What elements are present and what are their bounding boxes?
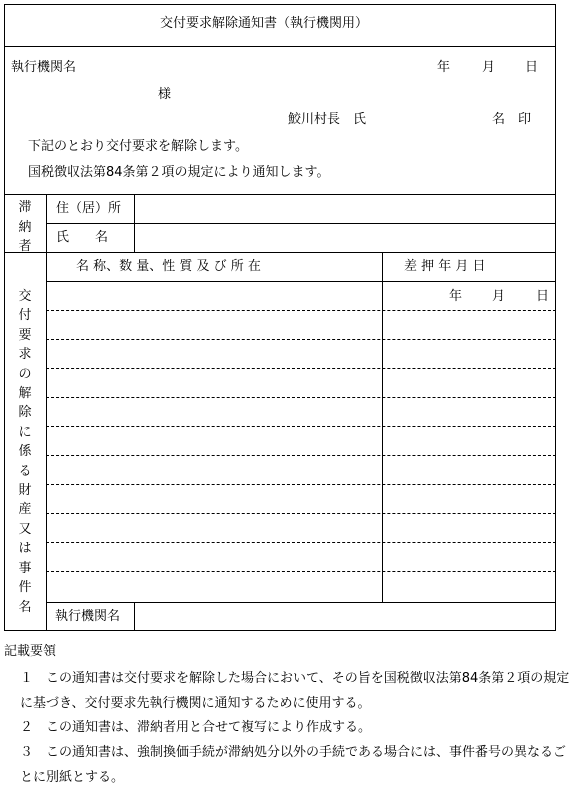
addressee-honorific: 様 <box>158 87 172 102</box>
form-frame <box>4 4 556 631</box>
property-row-line <box>46 484 556 485</box>
date-day: 日 <box>525 60 539 75</box>
property-row-line <box>46 542 556 543</box>
property-desc-header: 名 称、数 量、性 質 及 び 所 在 <box>76 259 261 274</box>
taxpayer-address-label: 住（居）所 <box>56 201 122 216</box>
title-divider <box>4 46 556 47</box>
notes-list <box>4 667 574 790</box>
property-section-label: 交付要求の解除に係る財産又は事件名 <box>18 289 32 615</box>
seizure-day: 日 <box>536 289 550 304</box>
seal-mark: 名 印 <box>492 112 532 127</box>
property-header-line <box>46 281 556 282</box>
property-row-line <box>46 368 556 369</box>
header-divider <box>4 194 556 195</box>
property-row-line <box>46 310 556 311</box>
property-row-line <box>46 339 556 340</box>
date-month: 月 <box>482 60 496 75</box>
note-item: １ この通知書は交付要求を解除した場合において、その旨を国税徴収法第84条第２項の規定に基づき、交付要求先執行機関に通知するために使用する。 <box>20 671 570 711</box>
agency-label-col-line <box>134 602 135 631</box>
note-item: ３ この通知書は、強制換価手続が滞納処分以外の手続である場合には、事件番号の異なるごとに別紙とする。 <box>20 745 567 785</box>
seizure-date-header: 差 押 年 月 日 <box>404 259 486 274</box>
property-row-line <box>46 571 556 572</box>
seizure-col-line <box>382 252 383 602</box>
property-row-line <box>46 397 556 398</box>
taxpayer-name-label: 氏 名 <box>56 230 109 245</box>
date-year: 年 <box>437 60 451 75</box>
property-agency-label: 執行機関名 <box>55 609 121 624</box>
property-row-line <box>46 455 556 456</box>
agency-row-line <box>46 602 556 603</box>
note-item: ２ この通知書は、滞納者用と合せて複写により作成する。 <box>20 720 372 736</box>
notice-line-1: 下記のとおり交付要求を解除します。 <box>28 139 248 154</box>
taxpayer-section-label: 滞納者 <box>18 200 32 254</box>
form-title: 交付要求解除通知書（執行機関用） <box>160 16 369 31</box>
taxpayer-divider <box>4 252 556 253</box>
seizure-year: 年 <box>449 289 463 304</box>
notice-line-2: 国税徴収法第84条第２項の規定により通知します。 <box>28 165 330 180</box>
taxpayer-row-line <box>46 223 556 224</box>
property-row-line <box>46 513 556 514</box>
agency-label: 執行機関名 <box>11 60 77 75</box>
seizure-month: 月 <box>492 289 506 304</box>
sender-name: 鮫川村長 氏 <box>288 112 367 127</box>
property-row-line <box>46 426 556 427</box>
notes-heading: 記載要領 <box>4 644 57 659</box>
property-col-line <box>46 252 47 631</box>
